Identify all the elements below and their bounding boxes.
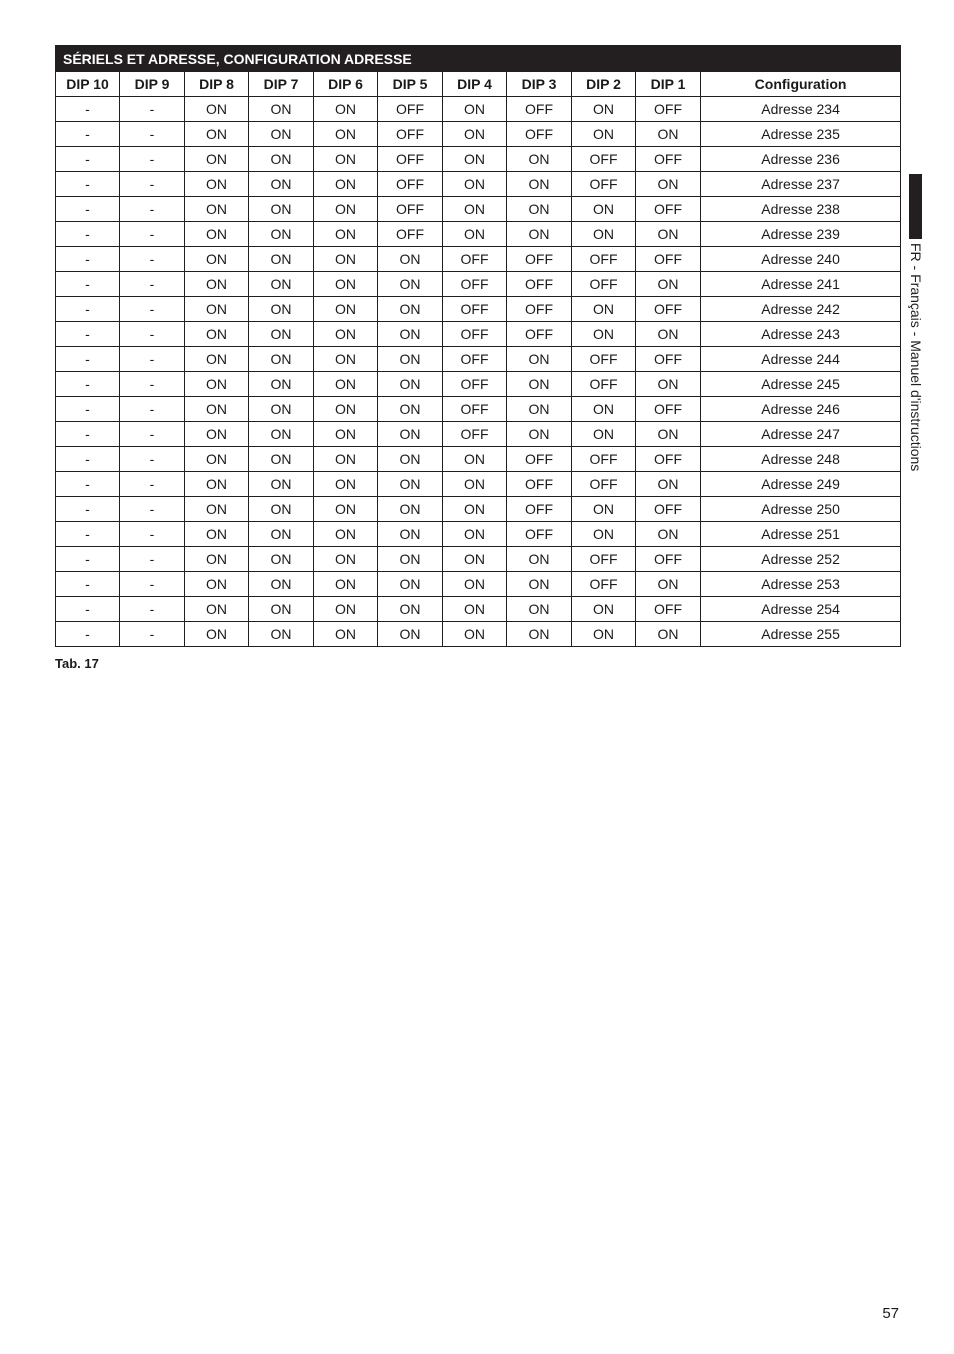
dip-state-cell: -	[56, 347, 120, 372]
dip-state-cell: ON	[572, 622, 636, 647]
dip-state-cell: ON	[249, 522, 314, 547]
dip-state-cell: OFF	[378, 122, 443, 147]
dip-switch-table	[55, 45, 901, 647]
dip-state-cell: OFF	[636, 197, 701, 222]
dip-state-cell: ON	[636, 572, 701, 597]
dip-state-cell: ON	[185, 522, 249, 547]
dip-state-cell: ON	[314, 472, 378, 497]
dip-state-cell: -	[56, 572, 120, 597]
dip-state-cell: ON	[378, 347, 443, 372]
dip-state-cell: -	[56, 147, 120, 172]
table-row	[56, 547, 901, 572]
dip-state-cell: ON	[314, 372, 378, 397]
dip-state-cell: OFF	[378, 97, 443, 122]
dip-state-cell: ON	[636, 472, 701, 497]
dip-state-cell: ON	[507, 347, 572, 372]
dip-state-cell: ON	[249, 597, 314, 622]
dip-state-cell: OFF	[636, 497, 701, 522]
dip-state-cell: ON	[185, 397, 249, 422]
dip-state-cell: ON	[572, 297, 636, 322]
dip-state-cell: ON	[378, 472, 443, 497]
address-cell: Adresse 239	[701, 222, 901, 247]
side-section-label: FR - Français - Manuel d'instructions	[908, 243, 924, 472]
column-header-dip: DIP 7	[249, 72, 314, 97]
dip-state-cell: ON	[378, 547, 443, 572]
dip-state-cell: ON	[507, 422, 572, 447]
dip-state-cell: OFF	[572, 347, 636, 372]
dip-state-cell: OFF	[572, 572, 636, 597]
dip-state-cell: ON	[378, 597, 443, 622]
table-row	[56, 472, 901, 497]
dip-state-cell: OFF	[636, 597, 701, 622]
column-header-dip: DIP 8	[185, 72, 249, 97]
dip-state-cell: -	[120, 622, 185, 647]
dip-state-cell: ON	[314, 522, 378, 547]
dip-state-cell: OFF	[378, 172, 443, 197]
address-cell: Adresse 243	[701, 322, 901, 347]
dip-state-cell: -	[56, 322, 120, 347]
dip-state-cell: ON	[314, 397, 378, 422]
dip-state-cell: ON	[507, 622, 572, 647]
dip-state-cell: ON	[443, 222, 507, 247]
dip-state-cell: ON	[507, 397, 572, 422]
address-cell: Adresse 236	[701, 147, 901, 172]
dip-state-cell: -	[56, 472, 120, 497]
dip-state-cell: -	[56, 597, 120, 622]
dip-switch-table-container	[55, 45, 900, 647]
dip-state-cell: -	[120, 447, 185, 472]
dip-state-cell: OFF	[507, 297, 572, 322]
dip-state-cell: ON	[572, 497, 636, 522]
dip-state-cell: -	[120, 397, 185, 422]
dip-state-cell: ON	[507, 222, 572, 247]
column-header-dip: DIP 9	[120, 72, 185, 97]
dip-state-cell: -	[120, 522, 185, 547]
dip-state-cell: ON	[185, 97, 249, 122]
dip-state-cell: ON	[443, 497, 507, 522]
dip-state-cell: -	[56, 247, 120, 272]
address-cell: Adresse 248	[701, 447, 901, 472]
dip-state-cell: -	[120, 122, 185, 147]
dip-state-cell: -	[120, 322, 185, 347]
dip-state-cell: OFF	[378, 222, 443, 247]
table-row	[56, 122, 901, 147]
dip-state-cell: ON	[249, 172, 314, 197]
dip-state-cell: ON	[378, 447, 443, 472]
dip-state-cell: ON	[185, 147, 249, 172]
dip-state-cell: ON	[249, 347, 314, 372]
dip-state-cell: OFF	[636, 247, 701, 272]
dip-state-cell: ON	[185, 372, 249, 397]
dip-state-cell: ON	[249, 372, 314, 397]
dip-state-cell: ON	[636, 272, 701, 297]
dip-state-cell: OFF	[636, 397, 701, 422]
dip-state-cell: ON	[378, 322, 443, 347]
dip-state-cell: ON	[185, 547, 249, 572]
dip-state-cell: ON	[378, 422, 443, 447]
dip-state-cell: ON	[507, 172, 572, 197]
dip-state-cell: OFF	[507, 472, 572, 497]
address-cell: Adresse 255	[701, 622, 901, 647]
side-tab-marker	[909, 174, 922, 239]
dip-state-cell: ON	[443, 472, 507, 497]
dip-state-cell: ON	[572, 422, 636, 447]
dip-state-cell: -	[56, 447, 120, 472]
dip-state-cell: -	[120, 97, 185, 122]
dip-state-cell: OFF	[507, 447, 572, 472]
dip-state-cell: -	[56, 547, 120, 572]
dip-state-cell: -	[120, 247, 185, 272]
dip-state-cell: -	[56, 272, 120, 297]
address-cell: Adresse 249	[701, 472, 901, 497]
dip-state-cell: ON	[185, 247, 249, 272]
address-cell: Adresse 240	[701, 247, 901, 272]
table-row	[56, 522, 901, 547]
dip-state-cell: -	[56, 172, 120, 197]
table-title: SÉRIELS ET ADRESSE, CONFIGURATION ADRESSE	[56, 46, 901, 72]
table-row	[56, 197, 901, 222]
dip-state-cell: ON	[249, 547, 314, 572]
dip-state-cell: ON	[314, 172, 378, 197]
dip-state-cell: -	[120, 497, 185, 522]
dip-state-cell: OFF	[636, 547, 701, 572]
column-header-dip: DIP 3	[507, 72, 572, 97]
address-cell: Adresse 247	[701, 422, 901, 447]
dip-state-cell: -	[120, 422, 185, 447]
dip-state-cell: OFF	[443, 322, 507, 347]
dip-state-cell: ON	[249, 497, 314, 522]
dip-state-cell: ON	[185, 497, 249, 522]
dip-state-cell: ON	[378, 622, 443, 647]
column-header-dip: DIP 2	[572, 72, 636, 97]
dip-state-cell: OFF	[636, 447, 701, 472]
dip-state-cell: ON	[378, 272, 443, 297]
dip-state-cell: ON	[507, 197, 572, 222]
dip-state-cell: ON	[314, 347, 378, 372]
table-row	[56, 597, 901, 622]
address-cell: Adresse 242	[701, 297, 901, 322]
dip-state-cell: -	[120, 547, 185, 572]
dip-state-cell: -	[120, 372, 185, 397]
table-row	[56, 272, 901, 297]
dip-state-cell: ON	[314, 547, 378, 572]
dip-state-cell: ON	[249, 397, 314, 422]
dip-state-cell: ON	[443, 147, 507, 172]
dip-state-cell: ON	[314, 272, 378, 297]
table-caption: Tab. 17	[55, 656, 99, 671]
dip-state-cell: ON	[443, 597, 507, 622]
column-header-dip: DIP 4	[443, 72, 507, 97]
dip-state-cell: -	[56, 197, 120, 222]
table-row	[56, 622, 901, 647]
dip-state-cell: -	[120, 222, 185, 247]
dip-state-cell: ON	[443, 522, 507, 547]
dip-state-cell: ON	[443, 572, 507, 597]
dip-state-cell: OFF	[507, 247, 572, 272]
table-row	[56, 397, 901, 422]
dip-state-cell: ON	[249, 572, 314, 597]
dip-state-cell: -	[56, 522, 120, 547]
page-number: 57	[882, 1305, 899, 1322]
address-cell: Adresse 235	[701, 122, 901, 147]
column-header-dip: DIP 6	[314, 72, 378, 97]
address-cell: Adresse 253	[701, 572, 901, 597]
address-cell: Adresse 234	[701, 97, 901, 122]
address-cell: Adresse 251	[701, 522, 901, 547]
dip-state-cell: ON	[185, 572, 249, 597]
dip-state-cell: OFF	[443, 297, 507, 322]
dip-state-cell: ON	[443, 447, 507, 472]
dip-state-cell: -	[120, 197, 185, 222]
dip-state-cell: ON	[249, 197, 314, 222]
dip-state-cell: ON	[572, 197, 636, 222]
address-cell: Adresse 254	[701, 597, 901, 622]
dip-state-cell: ON	[185, 472, 249, 497]
table-body	[56, 97, 901, 647]
dip-state-cell: ON	[249, 122, 314, 147]
dip-state-cell: ON	[636, 222, 701, 247]
dip-state-cell: ON	[636, 322, 701, 347]
dip-state-cell: ON	[507, 547, 572, 572]
address-cell: Adresse 252	[701, 547, 901, 572]
dip-state-cell: ON	[314, 622, 378, 647]
dip-state-cell: OFF	[378, 147, 443, 172]
dip-state-cell: -	[120, 572, 185, 597]
dip-state-cell: -	[56, 422, 120, 447]
column-header-dip: DIP 5	[378, 72, 443, 97]
dip-state-cell: ON	[636, 172, 701, 197]
dip-state-cell: OFF	[636, 97, 701, 122]
dip-state-cell: ON	[636, 122, 701, 147]
dip-state-cell: -	[120, 172, 185, 197]
dip-state-cell: ON	[314, 422, 378, 447]
dip-state-cell: ON	[443, 97, 507, 122]
table-row	[56, 572, 901, 597]
dip-state-cell: ON	[507, 147, 572, 172]
dip-state-cell: ON	[249, 97, 314, 122]
dip-state-cell: ON	[249, 447, 314, 472]
dip-state-cell: ON	[572, 122, 636, 147]
dip-state-cell: ON	[314, 297, 378, 322]
dip-state-cell: ON	[185, 322, 249, 347]
dip-state-cell: ON	[185, 347, 249, 372]
table-row	[56, 447, 901, 472]
dip-state-cell: ON	[249, 272, 314, 297]
dip-state-cell: -	[120, 147, 185, 172]
address-cell: Adresse 245	[701, 372, 901, 397]
dip-state-cell: OFF	[507, 272, 572, 297]
dip-state-cell: ON	[185, 272, 249, 297]
address-cell: Adresse 237	[701, 172, 901, 197]
dip-state-cell: ON	[185, 297, 249, 322]
dip-state-cell: ON	[636, 522, 701, 547]
table-row	[56, 372, 901, 397]
dip-state-cell: ON	[314, 497, 378, 522]
dip-state-cell: OFF	[572, 447, 636, 472]
table-row	[56, 497, 901, 522]
address-cell: Adresse 246	[701, 397, 901, 422]
dip-state-cell: OFF	[507, 97, 572, 122]
dip-state-cell: ON	[572, 597, 636, 622]
dip-state-cell: OFF	[378, 197, 443, 222]
dip-state-cell: -	[56, 622, 120, 647]
dip-state-cell: OFF	[443, 422, 507, 447]
dip-state-cell: -	[56, 122, 120, 147]
dip-state-cell: OFF	[572, 472, 636, 497]
table-row	[56, 297, 901, 322]
column-header-dip: DIP 10	[56, 72, 120, 97]
dip-state-cell: OFF	[572, 172, 636, 197]
dip-state-cell: ON	[636, 422, 701, 447]
dip-state-cell: -	[56, 497, 120, 522]
dip-state-cell: ON	[378, 297, 443, 322]
dip-state-cell: ON	[636, 372, 701, 397]
dip-state-cell: -	[56, 397, 120, 422]
dip-state-cell: ON	[378, 397, 443, 422]
dip-state-cell: ON	[249, 147, 314, 172]
dip-state-cell: OFF	[507, 497, 572, 522]
address-cell: Adresse 250	[701, 497, 901, 522]
dip-state-cell: -	[120, 272, 185, 297]
dip-state-cell: ON	[185, 447, 249, 472]
dip-state-cell: ON	[572, 222, 636, 247]
address-cell: Adresse 241	[701, 272, 901, 297]
dip-state-cell: ON	[314, 97, 378, 122]
dip-state-cell: OFF	[507, 122, 572, 147]
dip-state-cell: ON	[249, 297, 314, 322]
dip-state-cell: ON	[185, 222, 249, 247]
dip-state-cell: OFF	[636, 147, 701, 172]
dip-state-cell: ON	[185, 422, 249, 447]
dip-state-cell: ON	[249, 322, 314, 347]
dip-state-cell: ON	[314, 147, 378, 172]
dip-state-cell: -	[120, 297, 185, 322]
dip-state-cell: ON	[443, 122, 507, 147]
dip-state-cell: ON	[443, 197, 507, 222]
dip-state-cell: ON	[378, 572, 443, 597]
address-cell: Adresse 238	[701, 197, 901, 222]
dip-state-cell: ON	[249, 622, 314, 647]
dip-state-cell: ON	[249, 422, 314, 447]
dip-state-cell: ON	[314, 447, 378, 472]
dip-state-cell: ON	[314, 597, 378, 622]
dip-state-cell: -	[56, 222, 120, 247]
dip-state-cell: ON	[507, 372, 572, 397]
dip-state-cell: OFF	[572, 272, 636, 297]
dip-state-cell: ON	[572, 397, 636, 422]
table-row	[56, 247, 901, 272]
table-row	[56, 322, 901, 347]
dip-state-cell: -	[120, 597, 185, 622]
dip-state-cell: ON	[443, 547, 507, 572]
table-row	[56, 147, 901, 172]
dip-state-cell: ON	[572, 522, 636, 547]
dip-state-cell: OFF	[572, 547, 636, 572]
dip-state-cell: OFF	[443, 272, 507, 297]
dip-state-cell: ON	[443, 622, 507, 647]
dip-state-cell: ON	[572, 97, 636, 122]
dip-state-cell: ON	[314, 222, 378, 247]
dip-state-cell: ON	[249, 472, 314, 497]
dip-state-cell: -	[120, 347, 185, 372]
dip-state-cell: -	[120, 472, 185, 497]
dip-state-cell: -	[56, 297, 120, 322]
dip-state-cell: OFF	[572, 147, 636, 172]
dip-state-cell: ON	[314, 572, 378, 597]
dip-state-cell: OFF	[572, 372, 636, 397]
dip-state-cell: ON	[378, 247, 443, 272]
dip-state-cell: ON	[378, 372, 443, 397]
dip-state-cell: ON	[185, 197, 249, 222]
dip-state-cell: -	[56, 97, 120, 122]
column-header-dip: DIP 1	[636, 72, 701, 97]
dip-state-cell: ON	[443, 172, 507, 197]
dip-state-cell: ON	[572, 322, 636, 347]
dip-state-cell: ON	[249, 222, 314, 247]
dip-state-cell: OFF	[572, 247, 636, 272]
dip-state-cell: ON	[314, 197, 378, 222]
table-header-row	[56, 72, 901, 97]
dip-state-cell: ON	[314, 122, 378, 147]
table-row	[56, 222, 901, 247]
dip-state-cell: ON	[314, 322, 378, 347]
dip-state-cell: OFF	[507, 522, 572, 547]
table-row	[56, 97, 901, 122]
dip-state-cell: ON	[378, 522, 443, 547]
column-header-configuration: Configuration	[701, 72, 901, 97]
dip-state-cell: ON	[507, 572, 572, 597]
dip-state-cell: ON	[185, 597, 249, 622]
dip-state-cell: OFF	[443, 397, 507, 422]
dip-state-cell: ON	[314, 247, 378, 272]
table-row	[56, 172, 901, 197]
address-cell: Adresse 244	[701, 347, 901, 372]
dip-state-cell: ON	[249, 247, 314, 272]
dip-state-cell: -	[56, 372, 120, 397]
dip-state-cell: ON	[507, 597, 572, 622]
dip-state-cell: OFF	[443, 247, 507, 272]
dip-state-cell: OFF	[636, 297, 701, 322]
dip-state-cell: OFF	[443, 347, 507, 372]
dip-state-cell: ON	[185, 172, 249, 197]
table-row	[56, 347, 901, 372]
dip-state-cell: ON	[378, 497, 443, 522]
dip-state-cell: OFF	[636, 347, 701, 372]
dip-state-cell: ON	[185, 622, 249, 647]
dip-state-cell: OFF	[443, 372, 507, 397]
dip-state-cell: ON	[185, 122, 249, 147]
table-row	[56, 422, 901, 447]
dip-state-cell: OFF	[507, 322, 572, 347]
dip-state-cell: ON	[636, 622, 701, 647]
